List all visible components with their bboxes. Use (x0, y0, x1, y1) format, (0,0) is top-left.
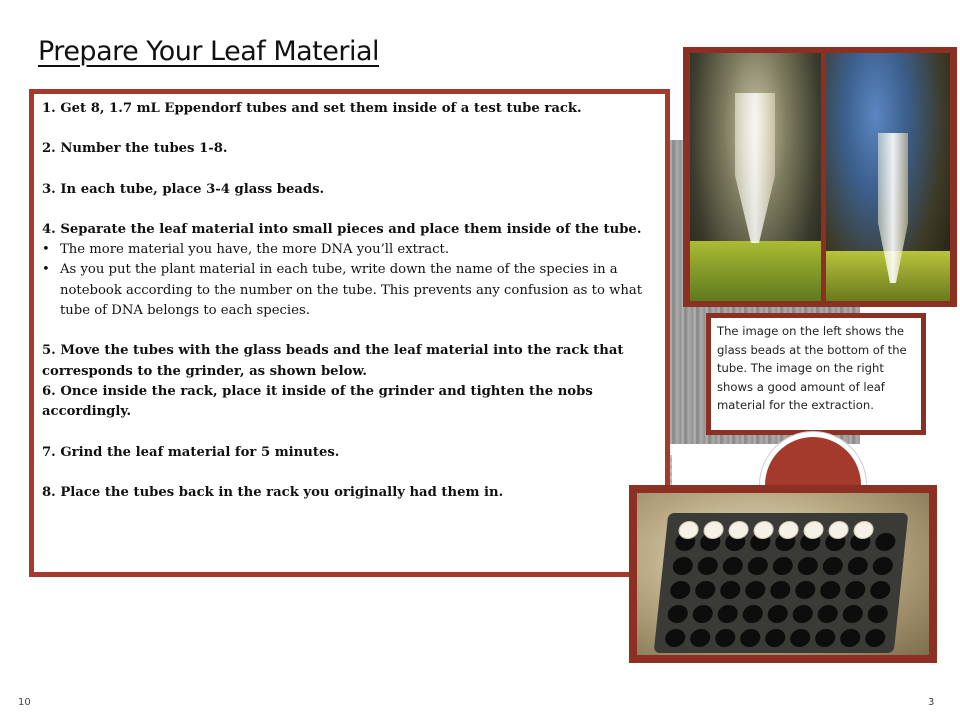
photo-caption: The image on the left shows the glass beads at the bottom of the tube. The image on the right shows a good amount of leaf material for the extraction. (717, 324, 907, 412)
tube-cap (753, 521, 775, 539)
rack-hole (667, 605, 689, 623)
rack-hole (819, 581, 841, 599)
grinder-rack-photo (637, 493, 929, 655)
rack-hole (874, 533, 896, 551)
photo-background-green (690, 241, 821, 301)
rack-hole (744, 581, 766, 599)
rack-hole (792, 605, 814, 623)
rack-hole (722, 557, 744, 575)
rack-hole (719, 581, 741, 599)
rack-hole (672, 557, 694, 575)
rack-hole (847, 557, 869, 575)
step-6: 6. Once inside the rack, place it inside of the grinder and tighten the nobs accordingly. (42, 383, 593, 420)
rack-hole (844, 581, 866, 599)
rack-hole (717, 605, 739, 623)
rack-hole (869, 581, 891, 599)
rack-hole (747, 557, 769, 575)
step-3: 3. In each tube, place 3-4 glass beads. (42, 181, 325, 197)
page-title: Prepare Your Leaf Material (38, 36, 380, 67)
rack-hole (739, 629, 761, 647)
rack-hole (797, 557, 819, 575)
rack-hole (689, 629, 711, 647)
step-5: 5. Move the tubes with the glass beads and the leaf material into the rack that corresponds to the grinder, as shown below. (42, 343, 624, 379)
tube-cap (728, 521, 750, 539)
glass-beads-tube-photo (690, 53, 821, 301)
tube-cap (678, 521, 700, 539)
step-4-bullet: • The more material you have, the more DNA you’ll extract. (42, 240, 654, 260)
tube-cap (828, 521, 850, 539)
rack-hole (742, 605, 764, 623)
rack-hole (697, 557, 719, 575)
rack-hole (767, 605, 789, 623)
rack-hole (814, 629, 836, 647)
rack-hole (789, 629, 811, 647)
rack-hole (694, 581, 716, 599)
slide-number-right: 3 (928, 697, 935, 708)
rack-hole (764, 629, 786, 647)
instructions-list (42, 99, 654, 503)
tube-cap (703, 521, 725, 539)
rack-hole (839, 629, 861, 647)
step-2: 2. Number the tubes 1-8. (42, 141, 228, 157)
rack-hole (714, 629, 736, 647)
step-4-bullet: • As you put the plant material in each tube, write down the name of the species in a notebook according to the number on the tube. This prevents any confusion as to what tube of DNA belongs to each species. (42, 260, 654, 321)
rack-hole (842, 605, 864, 623)
step-4: 4. Separate the leaf material into small pieces and place them inside of the tube. (42, 221, 642, 237)
rack-hole (772, 557, 794, 575)
step-1: 1. Get 8, 1.7 mL Eppendorf tubes and set them inside of a test tube rack. (42, 101, 582, 116)
leaf-material-tube-photo (826, 53, 950, 301)
eppendorf-tube-icon (735, 93, 775, 243)
rack-hole (692, 605, 714, 623)
rack-hole (664, 629, 686, 647)
grinder-rack (654, 513, 909, 653)
rack-hole (817, 605, 839, 623)
tube-cap (803, 521, 825, 539)
rack-hole (769, 581, 791, 599)
step-7: 7. Grind the leaf material for 5 minutes. (42, 444, 340, 460)
tube-cap (853, 521, 875, 539)
rack-hole (822, 557, 844, 575)
rack-hole (669, 581, 691, 599)
rack-hole (864, 629, 886, 647)
slide-number-left: 10 (18, 697, 31, 708)
rack-hole (872, 557, 894, 575)
rack-hole (794, 581, 816, 599)
rack-hole (867, 605, 889, 623)
tube-cap (778, 521, 800, 539)
step-8: 8. Place the tubes back in the rack you originally had them in. (42, 484, 504, 500)
